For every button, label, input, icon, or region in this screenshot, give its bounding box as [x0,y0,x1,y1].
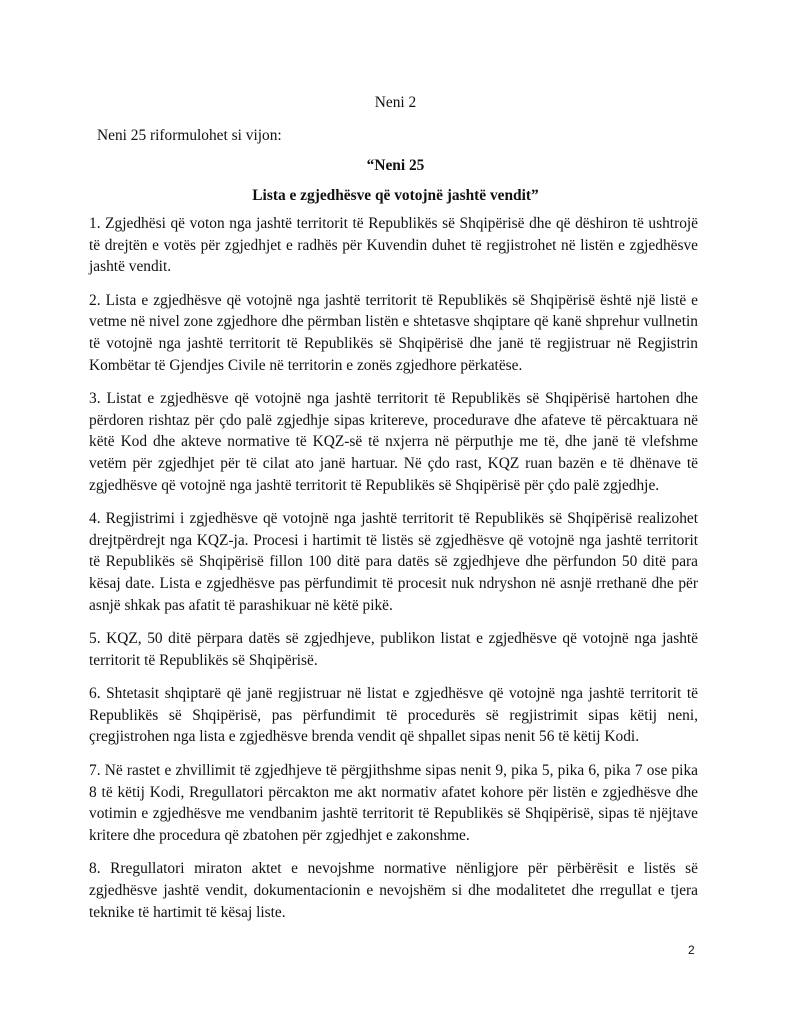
paragraph-2: 2. Lista e zgjedhësve që votojnë nga jashtë territorit të Republikës së Shqipërisë është një listë e vetme në nivel zone zgjedhore dhe përmban listën e shtetasve shqiptare që kanë shprehur vullnetin të votojnë nga jashtë territorit të Republikës së Shqipërisë dhe janë të regjistruar në Regjistrin Kombëtar të Gjendjes Civile në territorin e zonës zgjedhore përkatëse. [89,291,698,374]
intro-line: Neni 25 riformulohet si vijon: [97,127,282,144]
paragraph-7: 7. Në rastet e zhvillimit të zgjedhjeve të përgjithshme sipas nenit 9, pika 5, pika 6, pika 7 ose pika 8 të këtij Kodi, Rregullatori përcakton me akt normativ afatet kohore për listën e zgjedhësve dhe votimin e zgjedhësve me vendbanim jashtë territorit të Republikës së Shqipërisë, sipas të njëjtave kritere dhe procedura që zbatohen për zgjedhjet e zakonshme. [89,762,698,844]
quoted-article-title: “Neni 25 [366,157,425,174]
section-title: Lista e zgjedhësve që votojnë jashtë vendit” [252,187,539,204]
paragraph-8: 8. Rregullatori miraton aktet e nevojshme normative nënligjore për përbërësit e listës së zgjedhësve jashtë vendit, dokumentacionin e nevojshëm si dhe modalitetet dhe rregullat e tjera teknike të hartimit të kësaj liste. [89,860,698,921]
paragraph-4: 4. Regjistrimi i zgjedhësve që votojnë nga jashtë territorit të Republikës së Shqipërisë realizohet drejtpërdrejt nga KQZ-ja. Procesi i hartimit të listës së zgjedhësve që votojnë nga jashtë territorit të Republikës së Shqipërisë fillon 100 ditë para datës së zgjedhjeve dhe përfundon 50 ditë para kësaj date. Lista e zgjedhësve pas përfundimit të procesit nuk ndryshon në asnjë rrethanë dhe për asnjë shkak pas afatit të parashikuar në këtë pikë. [89,510,698,614]
article-heading: Neni 2 [374,94,417,111]
paragraph-3: 3. Listat e zgjedhësve që votojnë nga jashtë territorit të Republikës së Shqipërisë hartohen dhe përdoren rishtaz për çdo palë zgjedhje sipas kritereve, procedurave dhe afateve të përcaktuara në këtë Kod dhe akteve normative të KQZ-së të nxjerra në përputhje me të, dhe janë të vlefshme vetëm për zgjedhjet për të cilat ato janë hartuar. Në çdo rast, KQZ ruan bazën e të dhënave të zgjedhësve që votojnë nga jashtë territorit të Republikës së Shqipërisë për çdo palë zgjedhje. [89,390,698,494]
paragraph-6: 6. Shtetasit shqiptarë që janë regjistruar në listat e zgjedhësve që votojnë nga jashtë territorit të Republikës së Shqipërisë, pas përfundimit të procedurës së regjistrimit sipas këtij neni, çregjistrohen nga lista e zgjedhësve brenda vendit që shpallet sipas nenit 56 të këtij Kodi. [89,685,698,746]
paragraph-5: 5. KQZ, 50 ditë përpara datës së zgjedhjeve, publikon listat e zgjedhësve që votojnë nga jashtë territorit të Republikës së Shqipërisë. [89,630,698,669]
page-number: 2 [688,943,695,957]
document-body [89,213,698,935]
paragraph-1: 1. Zgjedhësi që voton nga jashtë territorit të Republikës së Shqipërisë dhe që dëshiron të ushtrojë të drejtën e votës për zgjedhjet e radhës për Kuvendin duhet të regjistrohet në listën e zgjedhësve jashtë vendit. [89,215,698,276]
